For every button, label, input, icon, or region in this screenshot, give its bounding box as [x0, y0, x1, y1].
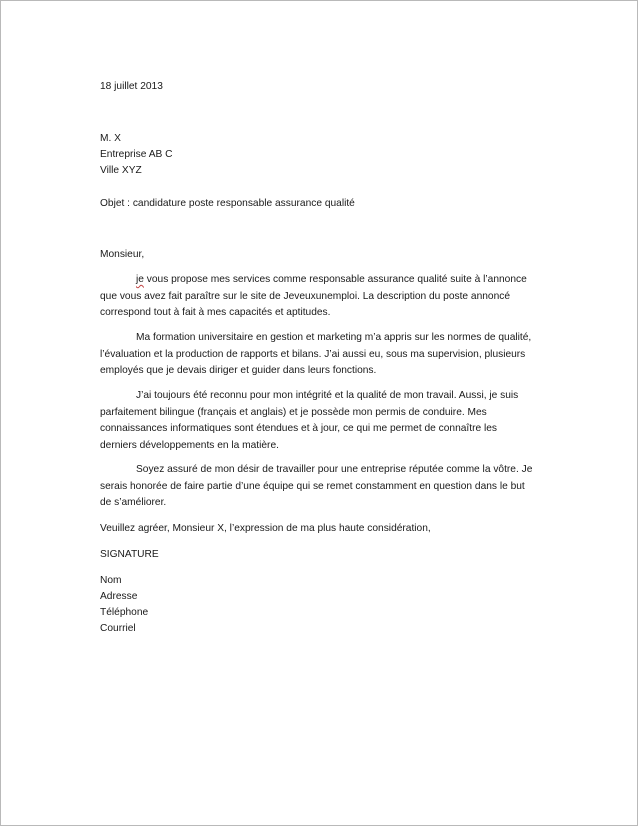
letter-subject: Objet : candidature poste responsable assurance qualité — [100, 198, 355, 209]
paragraph-line: parfaitement bilingue (français et anglais) et je possède mon permis de conduire. Mes — [100, 406, 487, 418]
recipient-city: Ville XYZ — [100, 165, 142, 176]
letter-closing: Veuillez agréer, Monsieur X, l’expression de ma plus haute considération, — [100, 523, 431, 534]
body-paragraph-4 — [100, 462, 560, 512]
paragraph-line: serais honorée de faire partie d’une équipe qui se remet constamment en question dans le but — [100, 480, 525, 492]
paragraph-line: l’évaluation et la production de rapports et bilans. J’ai aussi eu, sous ma supervision, plusieurs — [100, 348, 526, 360]
body-paragraph-1 — [100, 272, 560, 322]
paragraph-line: connaissances informatiques sont étendues et à jour, ce qui me permet de connaître les — [100, 423, 497, 434]
sender-address: Adresse — [100, 591, 138, 602]
paragraph-line: derniers développements en la matière. — [100, 439, 279, 451]
letter-salutation: Monsieur, — [100, 249, 145, 260]
sender-name: Nom — [100, 575, 122, 586]
paragraph-line: correspond tout à fait à mes capacités et aptitudes. — [100, 307, 331, 318]
paragraph-line: employés que je devais diriger et guider dans leurs fonctions. — [100, 365, 377, 376]
paragraph-line: de s’améliorer. — [100, 497, 167, 508]
paragraph-line: que vous avez fait paraître sur le site de Jeveuxunemploi. La description du poste annoncé — [100, 290, 511, 302]
body-paragraph-2 — [100, 330, 560, 380]
paragraph-line: Ma formation universitaire en gestion et marketing m’a appris sur les normes de qualité, — [136, 332, 532, 343]
recipient-name: M. X — [100, 133, 121, 144]
signature-placeholder: SIGNATURE — [100, 549, 159, 560]
sender-phone: Téléphone — [100, 607, 149, 618]
recipient-company: Entreprise AB C — [100, 149, 173, 160]
paragraph-line: J’ai toujours été reconnu pour mon intégrité et la qualité de mon travail. Aussi, je suis — [136, 390, 519, 401]
body-paragraph-3 — [100, 388, 560, 454]
paragraph-line: je vous propose mes services comme responsable assurance qualité suite à l’annonce — [136, 274, 527, 285]
sender-email: Courriel — [100, 623, 136, 634]
letter-date: 18 juillet 2013 — [100, 81, 163, 92]
misspelled-word: je — [136, 274, 144, 285]
paragraph-line: Soyez assuré de mon désir de travailler pour une entreprise réputée comme la vôtre. Je — [136, 464, 533, 475]
